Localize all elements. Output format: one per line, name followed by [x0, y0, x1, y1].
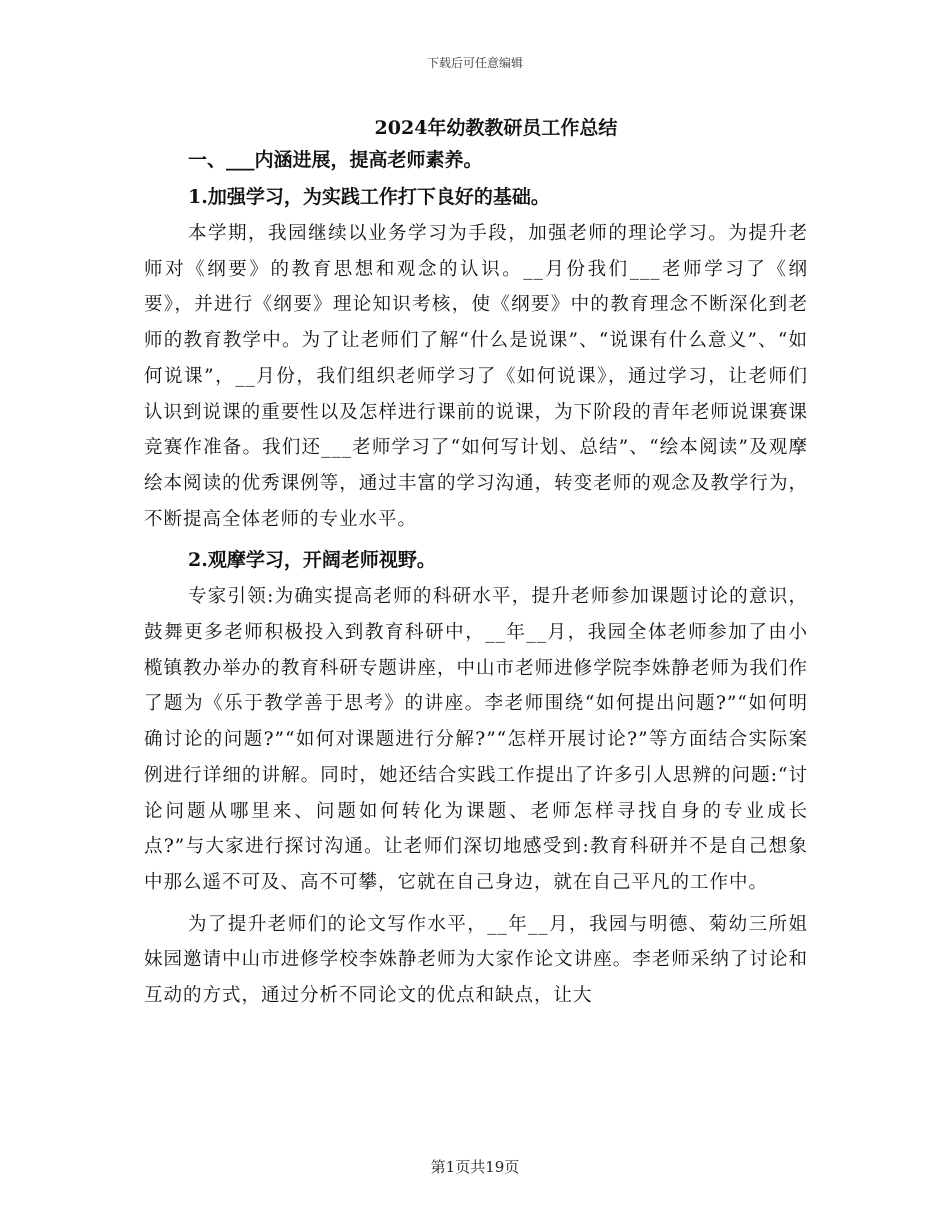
subsection-heading-2: 2.观摩学习，开阔老师视野。 — [188, 549, 436, 572]
document-body — [144, 112, 808, 1020]
page-footer: 第1页共19页 — [430, 1158, 520, 1176]
document-title: 2024年幼教教研员工作总结 — [374, 117, 618, 139]
section-heading-1: 一、___内涵进展，提高老师素养。 — [188, 149, 483, 171]
subsection-heading-1: 1.加强学习，为实践工作打下良好的基础。 — [188, 186, 550, 208]
page-header: 下载后可任意编辑 — [426, 56, 523, 70]
paragraph-2: 专家引领:为确实提高老师的科研水平，提升老师参加课题讨论的意识，鼓舞更多老师积极投入到教育科研中，__年__月，我园全体老师参加了由小榄镇教办举办的教育科研专题讲座，中山市老师进修学院李姝静老师为我们作了题为《乐于教学善于思考》的讲座。李老师围绕“如何提出问题?”“如何明确讨论的问题?”“如何对课题进行分解?”“怎样开展讨论?”等方面结合实际案例进行详细的讲解。同时，她还结合实践工作提出了许多引人思辨的问题:“讨论问题从哪里来、问题如何转化为课题、老师怎样寻找自身的专业成长点?”与大家进行探讨沟通。让老师们深切地感受到:教育科研并不是自己想象中那么遥不可及、高不可攀，它就在自己身边，就在自己平凡的工作中。 — [144, 586, 808, 893]
paragraph-1: 本学期，我园继续以业务学习为手段，加强老师的理论学习。为提升老师对《纲要》的教育思想和观念的认识。__月份我们___老师学习了《纲要》，并进行《纲要》理论知识考核，使《纲要》中的教育理念不断深化到老师的教育教学中。为了让老师们了解“什么是说课”、“说课有什么意义”、“如何说课”，__月份，我们组织老师学习了《如何说课》，通过学习，让老师们认识到说课的重要性以及怎样进行课前的说课，为下阶段的青年老师说课赛课竞赛作准备。我们还___老师学习了“如何写计划、总结”、“绘本阅读”及观摩绘本阅读的优秀课例等，通过丰富的学习沟通，转变老师的观念及教学行为，不断提高全体老师的专业水平。 — [144, 223, 808, 530]
paragraph-3: 为了提升老师们的论文写作水平，__年__月，我园与明德、菊幼三所姐妹园邀请中山市进修学校李姝静老师为大家作论文讲座。李老师采纳了讨论和互动的方式，通过分析不同论文的优点和缺点，让大 — [144, 913, 808, 1007]
